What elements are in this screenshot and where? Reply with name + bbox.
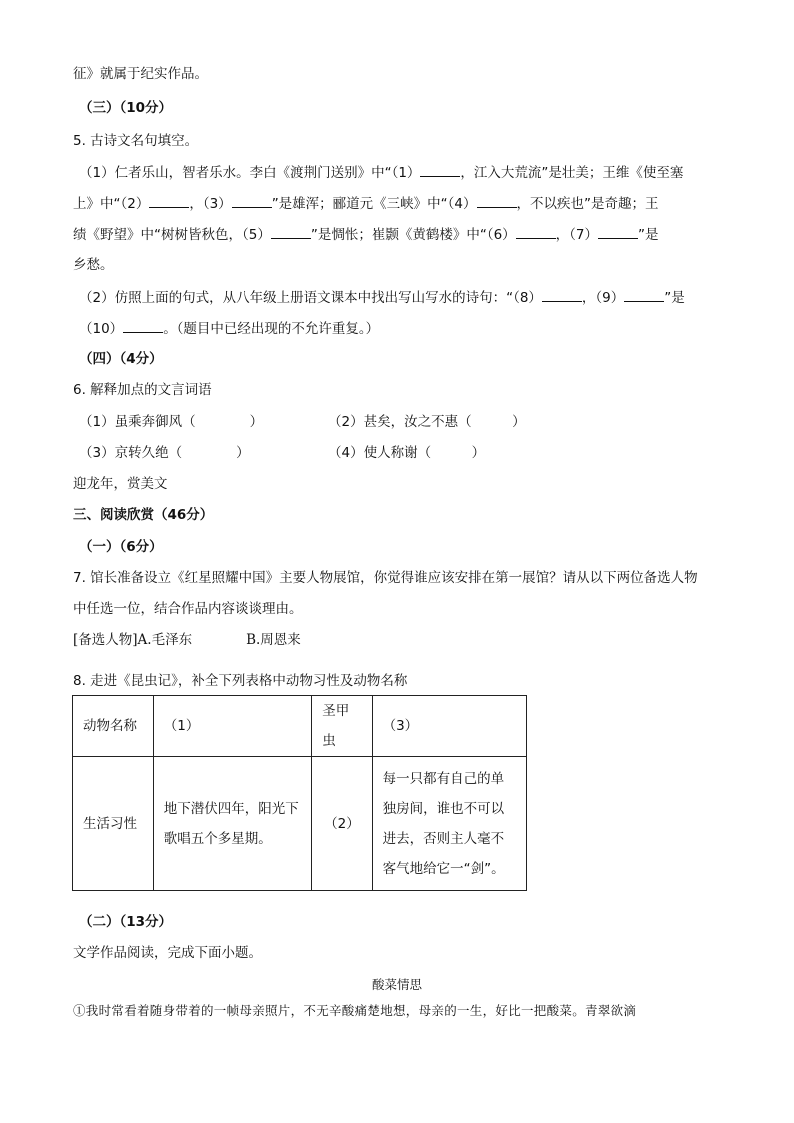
- text: ，（3）: [189, 196, 232, 212]
- answer-blank-9[interactable]: [624, 287, 664, 302]
- question-6-item: （2）甚矣，汝之不惠（ ）: [328, 414, 526, 430]
- text: （10）: [79, 321, 124, 337]
- text: ，江入大荒流”是壮美；王维《使至塞: [460, 165, 684, 181]
- answer-blank-8[interactable]: [542, 287, 582, 302]
- question-5: 5. 古诗文名句填空。: [73, 133, 199, 149]
- table-cell: 生活习性: [73, 757, 154, 891]
- text: ，不以疾也”是奇趣；王: [516, 196, 659, 212]
- animal-habits-table: [72, 695, 527, 891]
- text: ”是: [638, 227, 659, 243]
- text: ，（9）: [581, 290, 625, 306]
- section-heading: （一）（6分）: [79, 539, 163, 555]
- table-cell: （2）: [312, 757, 372, 891]
- article-title: 酸菜情思: [371, 977, 422, 992]
- question-7-options: [备选人物]A.毛泽东 B.周恩来: [73, 632, 301, 648]
- question-6-item: （4）使人称谢（ ）: [328, 445, 486, 461]
- table-cell: 地下潜伏四年，阳光下歌唱五个多星期。: [153, 757, 311, 891]
- table-row: [73, 696, 527, 757]
- text: ”是惆怅；崔颢《黄鹤楼》中“（6）: [310, 227, 516, 243]
- question-5-line: [73, 224, 659, 245]
- table-row: [73, 757, 527, 891]
- question-7: 7. 馆长准备设立《红星照耀中国》主要人物展馆，你觉得谁应该安排在第一展馆？请从以下两位备选人物: [73, 570, 698, 586]
- table-header-cell: 圣甲虫: [312, 696, 372, 757]
- table-cell: 每一只都有自己的单独房间，谁也不可以进去，否则主人毫不客气地给它一“剑”。: [372, 757, 526, 891]
- table-header-cell: （3）: [372, 696, 526, 757]
- question-5-line: [79, 287, 685, 308]
- article-paragraph: ①我时常看着随身带着的一帧母亲照片，不无辛酸痛楚地想，母亲的一生，好比一把酸菜。青翠欲滴: [73, 1003, 637, 1018]
- answer-blank-6[interactable]: [516, 224, 556, 239]
- table-header-cell: 动物名称: [73, 696, 154, 757]
- answer-blank-7[interactable]: [598, 224, 638, 239]
- text: ”是雄浑；郦道元《三峡》中“（4）: [271, 196, 477, 212]
- question-6-item: （3）京转久绝（ ）: [79, 445, 250, 461]
- text: （1）仁者乐山，智者乐水。李白《渡荆门送别》中“（1）: [79, 165, 421, 181]
- text: （2）仿照上面的句式，从八年级上册语文课本中找出写山写水的诗句：“（8）: [79, 290, 542, 306]
- section-heading: （二）（13分）: [79, 914, 173, 930]
- question-6-item: （1）虽乘奔御风（ ）: [79, 414, 264, 430]
- text-line: 征》就属于纪实作品。: [73, 66, 208, 82]
- question-8: 8. 走进《昆虫记》，补全下列表格中动物习性及动物名称: [73, 673, 408, 689]
- answer-blank-5[interactable]: [271, 224, 311, 239]
- text: 。（题目中已经出现的不允许重复。）: [163, 321, 380, 337]
- text-line: 迎龙年，赏美文: [73, 476, 168, 492]
- text: ，（7）: [555, 227, 599, 243]
- question-6: 6. 解释加点的文言词语: [73, 382, 212, 398]
- text-line: 文学作品阅读，完成下面小题。: [73, 945, 262, 961]
- section-heading: （三）（10分）: [79, 100, 173, 116]
- question-5-line: [73, 193, 659, 214]
- answer-blank-1[interactable]: [420, 162, 460, 177]
- question-7: 中任选一位，结合作品内容谈谈理由。: [73, 601, 303, 617]
- table-header-cell: （1）: [153, 696, 311, 757]
- text: ”是: [664, 290, 685, 306]
- question-5-line: [79, 318, 379, 339]
- text: 上》中“（2）: [73, 196, 150, 212]
- text: 绩《野望》中“树树皆秋色，（5）: [73, 227, 271, 243]
- answer-blank-2[interactable]: [149, 193, 189, 208]
- answer-blank-3[interactable]: [232, 193, 272, 208]
- answer-blank-10[interactable]: [123, 318, 163, 333]
- question-5-line: [79, 162, 683, 183]
- section-heading: （四）（4分）: [79, 351, 163, 367]
- text-line: 乡愁。: [73, 257, 114, 273]
- answer-blank-4[interactable]: [477, 193, 517, 208]
- part-heading: 三、阅读欣赏（46分）: [73, 507, 214, 523]
